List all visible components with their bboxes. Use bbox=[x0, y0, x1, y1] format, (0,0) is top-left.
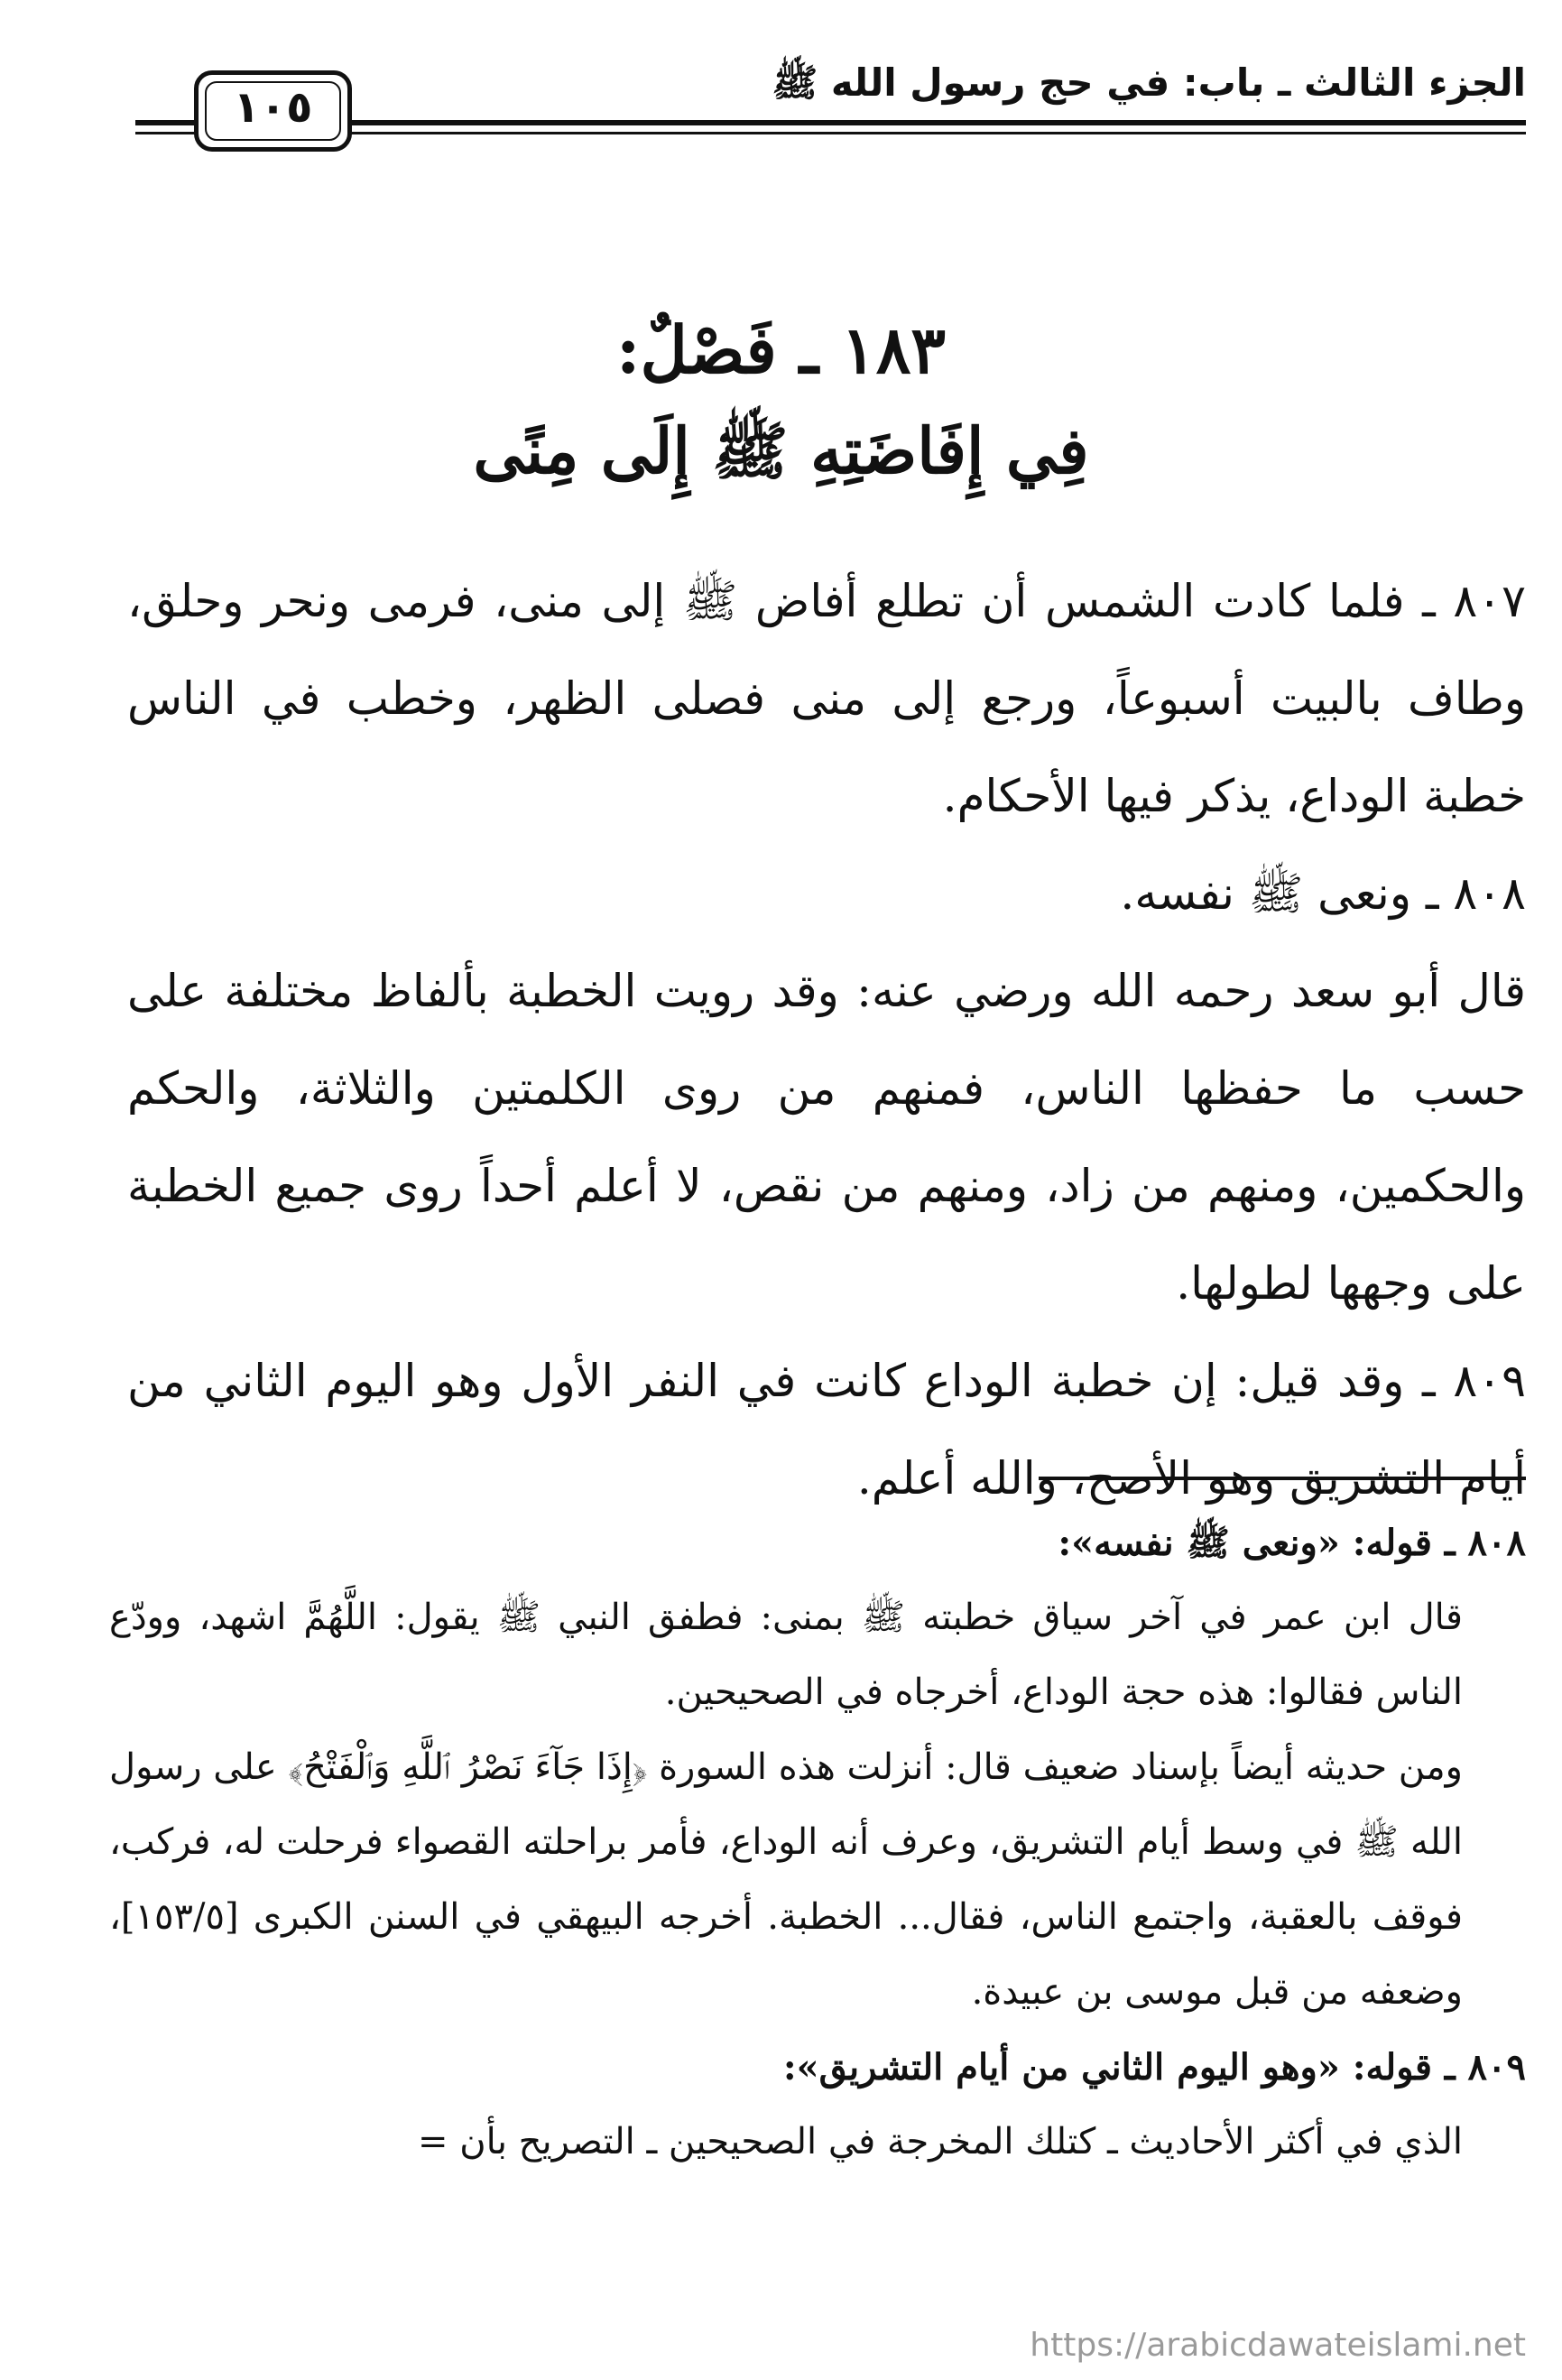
footnote-808-paragraph-1: قال ابن عمر في آخر سياق خطبته ﷺ بمنى: فطفق النبي ﷺ يقول: اللَّهُمَّ اشهد، وودّع الناس فقالوا: هذه حجة الوداع، أخرجاه في الصحيحين. bbox=[109, 1597, 1463, 1713]
paragraph-808: ٨٠٨ ـ ونعى ﷺ نفسه. bbox=[1120, 867, 1526, 920]
footnote-809-heading: ٨٠٩ ـ قوله: «وهو اليوم الثاني من أيام التشريق»: bbox=[782, 2046, 1526, 2088]
section-subtitle: فِي إِفَاضَتِهِ ﷺ إِلَى مِنًى bbox=[473, 413, 1089, 488]
page-number: ١٠٥ bbox=[233, 82, 313, 133]
watermark-url: https://arabicdawateislami.net bbox=[1030, 2327, 1526, 2364]
footnote-808-heading: ٨٠٨ ـ قوله: «ونعى ﷺ نفسه»: bbox=[1058, 1522, 1526, 1564]
footnotes bbox=[109, 1505, 1526, 2180]
footnote-809-paragraph: الذي في أكثر الأحاديث ـ كتلك المخرجة في الصحيحين ـ التصريح بأن = bbox=[418, 2121, 1463, 2162]
paragraph-807: ٨٠٧ ـ فلما كادت الشمس أن تطلع أفاض ﷺ إلى منى، فرمى ونحر وحلق، وطاف بالبيت أسبوعاً، ورجع إلى منى فصلى الظهر، وخطب في الناس خطبة الوداع، يذكر فيها الأحكام. bbox=[127, 575, 1526, 822]
footnote-808-paragraph-2: ومن حديثه أيضاً بإسناد ضعيف قال: أنزلت هذه السورة ﴿إِذَا جَآءَ نَصْرُ ٱللَّهِ وَٱلْفَتْحُ﴾ على رسول الله ﷺ في وسط أيام التشريق، وعرف أنه الوداع، فأمر براحلته القصواء فرحلت له، فركب، فوقف بالعقبة، واجتمع الناس، فقال... الخطبة. أخرجه البيهقي في السنن الكبرى [١٥٣/٥]، وضعفه من قبل موسى بن عبيدة. bbox=[109, 1746, 1463, 2013]
page-number-frame bbox=[194, 70, 352, 152]
footnote-separator bbox=[1039, 1477, 1526, 1480]
main-text bbox=[127, 552, 1526, 1527]
section-heading: ١٨٣ ـ فَصْلٌ: bbox=[615, 311, 947, 388]
paragraph-809: ٨٠٩ ـ وقد قيل: إن خطبة الوداع كانت في النفر الأول وهو اليوم الثاني من أيام التشريق وهو الأصح، والله أعلم. bbox=[127, 1355, 1526, 1505]
running-header-title: الجزء الثالث ـ باب: في حج رسول الله ﷺ bbox=[772, 60, 1526, 105]
paragraph-abu-saad: قال أبو سعد رحمه الله ورضي عنه: وقد رويت الخطبة بألفاظ مختلفة على حسب ما حفظها الناس، فمنهم من روى الكلمتين والثلاثة، والحكم والحكمين، ومنهم من زاد، ومنهم من نقص، لا أعلم أحداً روى جميع الخطبة على وجهها لطولها. bbox=[127, 965, 1526, 1310]
